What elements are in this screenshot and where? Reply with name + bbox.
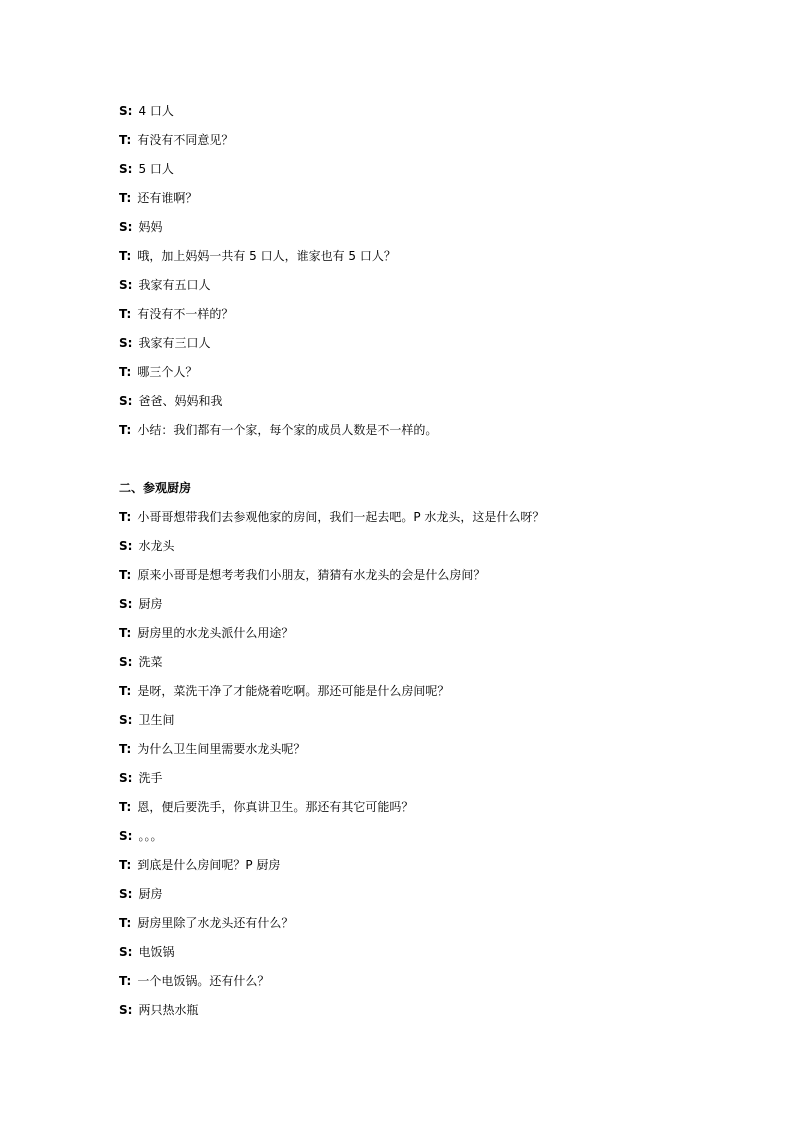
line-text: 厨房: [138, 597, 163, 611]
dialogue-line: [119, 855, 719, 884]
speaker-label: S:: [119, 336, 133, 350]
speaker-label: S:: [119, 713, 133, 727]
speaker-label: T:: [119, 249, 132, 263]
line-text: 两只热水瓶: [138, 1003, 199, 1017]
speaker-label: S:: [119, 771, 133, 785]
speaker-label: T:: [119, 307, 132, 321]
speaker-label: S:: [119, 394, 133, 408]
line-text: 哦，加上妈妈一共有 5 口人，谁家也有 5 口人？: [137, 249, 396, 263]
line-text: 哪三个人？: [137, 365, 198, 379]
dialogue-line: [119, 391, 719, 420]
speaker-label: T:: [119, 423, 132, 437]
dialogue-line: [119, 797, 719, 826]
dialogue-line: [119, 159, 719, 188]
dialogue-line: [119, 420, 719, 449]
dialogue-line: [119, 739, 719, 768]
dialogue-line: [119, 1000, 719, 1029]
speaker-label: S:: [119, 539, 133, 553]
dialogue-line: [119, 971, 719, 1000]
speaker-label: S:: [119, 829, 133, 843]
line-text: 洗菜: [138, 655, 163, 669]
speaker-label: S:: [119, 162, 133, 176]
line-text: 5 口人: [138, 162, 174, 176]
dialogue-line: [119, 130, 719, 159]
speaker-label: T:: [119, 684, 132, 698]
dialogue-line: [119, 101, 719, 130]
speaker-label: S:: [119, 278, 133, 292]
dialogue-line: [119, 594, 719, 623]
dialogue-line: [119, 507, 719, 536]
dialogue-line: [119, 275, 719, 304]
line-text: 一个电饭锅。还有什么？: [137, 974, 270, 988]
line-text: 妈妈: [138, 220, 163, 234]
dialogue-line: [119, 652, 719, 681]
speaker-label: T:: [119, 916, 132, 930]
dialogue-line: [119, 826, 719, 855]
dialogue-line: [119, 188, 719, 217]
dialogue-line: [119, 681, 719, 710]
line-text: 厨房里的水龙头派什么用途？: [137, 626, 294, 640]
line-text: 小哥哥想带我们去参观他家的房间，我们一起去吧。P 水龙头，这是什么呀？: [137, 510, 545, 524]
line-text: 我家有三口人: [138, 336, 211, 350]
section-heading: 二、参观厨房: [119, 481, 192, 495]
line-text: 有没有不同意见？: [137, 133, 234, 147]
speaker-label: T:: [119, 568, 132, 582]
speaker-label: T:: [119, 742, 132, 756]
speaker-label: T:: [119, 858, 132, 872]
speaker-label: S:: [119, 220, 133, 234]
speaker-label: T:: [119, 191, 132, 205]
line-text: 我家有五口人: [138, 278, 211, 292]
speaker-label: T:: [119, 626, 132, 640]
line-text: 恩，便后要洗手，你真讲卫生。那还有其它可能吗？: [137, 800, 414, 814]
line-text: 还有谁啊？: [137, 191, 198, 205]
speaker-label: T:: [119, 800, 132, 814]
dialogue-line: [119, 362, 719, 391]
dialogue-line: [119, 333, 719, 362]
dialogue-line: [119, 565, 719, 594]
line-text: 电饭锅: [138, 945, 175, 959]
speaker-label: S:: [119, 887, 133, 901]
speaker-label: S:: [119, 945, 133, 959]
dialogue-line: [119, 304, 719, 333]
line-text: 水龙头: [138, 539, 175, 553]
dialogue-line: [119, 942, 719, 971]
dialogue-line: [119, 913, 719, 942]
line-text: 爸爸、妈妈和我: [138, 394, 223, 408]
dialogue-line: [119, 246, 719, 275]
line-text: 为什么卫生间里需要水龙头呢？: [137, 742, 306, 756]
speaker-label: T:: [119, 133, 132, 147]
dialogue-line: [119, 710, 719, 739]
line-text: 洗手: [138, 771, 163, 785]
line-text: 厨房: [138, 887, 163, 901]
line-text: 厨房里除了水龙头还有什么？: [137, 916, 294, 930]
dialogue-line: [119, 536, 719, 565]
speaker-label: S:: [119, 104, 133, 118]
speaker-label: S:: [119, 655, 133, 669]
speaker-label: T:: [119, 365, 132, 379]
section-spacer: [119, 449, 719, 478]
speaker-label: T:: [119, 974, 132, 988]
line-text: 到底是什么房间呢？P 厨房: [137, 858, 281, 872]
dialogue-line: [119, 768, 719, 797]
speaker-label: T:: [119, 510, 132, 524]
dialogue-line: [119, 623, 719, 652]
dialogue-line: [119, 884, 719, 913]
dialogue-body: [119, 101, 719, 1029]
line-text: 有没有不一样的？: [137, 307, 234, 321]
line-text: 。。。: [138, 829, 163, 843]
line-text: 4 口人: [138, 104, 174, 118]
speaker-label: S:: [119, 1003, 133, 1017]
speaker-label: S:: [119, 597, 133, 611]
line-text: 卫生间: [138, 713, 175, 727]
dialogue-line: [119, 217, 719, 246]
line-text: 是呀，菜洗干净了才能烧着吃啊。那还可能是什么房间呢？: [137, 684, 450, 698]
line-text: 原来小哥哥是想考考我们小朋友，猜猜有水龙头的会是什么房间？: [137, 568, 486, 582]
line-text: 小结：我们都有一个家，每个家的成员人数是不一样的。: [137, 423, 438, 437]
